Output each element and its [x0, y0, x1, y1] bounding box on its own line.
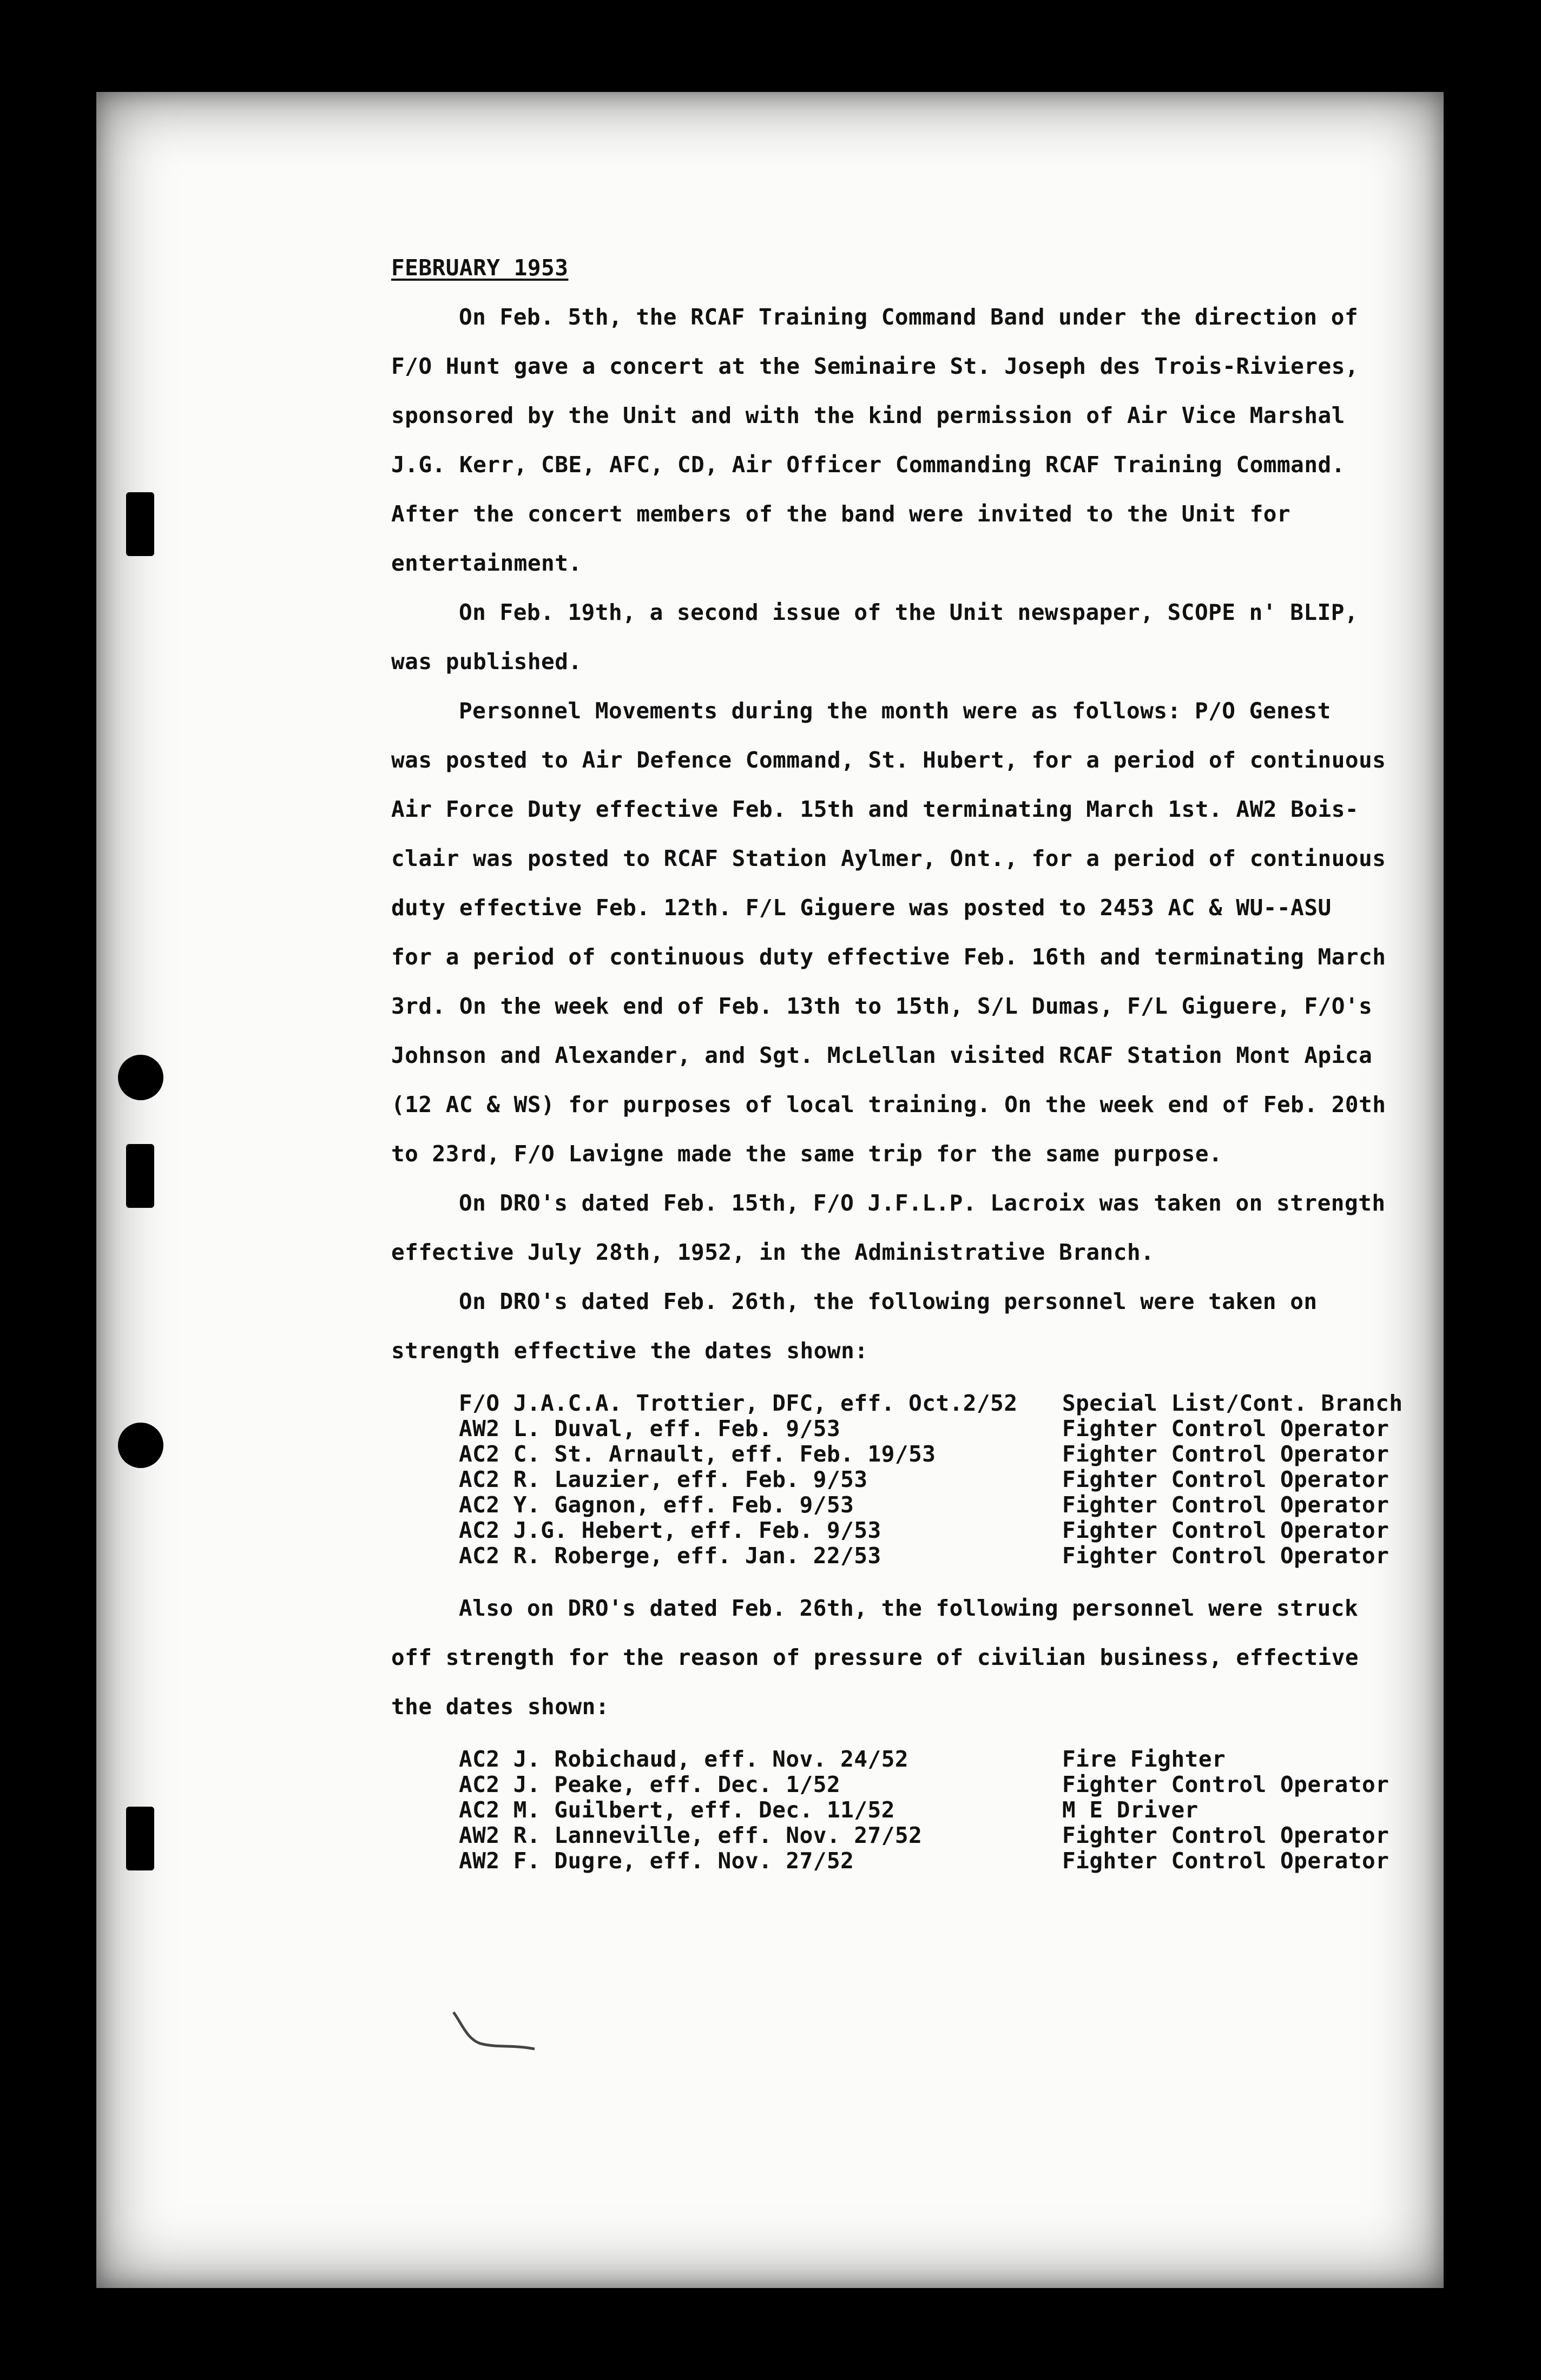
roster-row	[459, 1492, 1444, 1518]
paragraph	[391, 1179, 1444, 1277]
roster-name: F/O J.A.C.A. Trottier, DFC, eff. Oct.2/52	[459, 1390, 1018, 1416]
paragraph-line: duty effective Feb. 12th. F/L Giguere was posted to 2453 AC & WU--ASU	[391, 895, 1332, 921]
roster-name: AC2 R. Roberge, eff. Jan. 22/53	[459, 1543, 881, 1569]
roster-trade: Fighter Control Operator	[1062, 1517, 1389, 1543]
paragraph-line: After the concert members of the band were invited to the Unit for	[391, 501, 1291, 527]
roster-trade: Fighter Control Operator	[1062, 1466, 1389, 1492]
paragraph-line: Air Force Duty effective Feb. 15th and terminating March 1st. AW2 Bois-	[391, 796, 1359, 822]
roster-name: AC2 R. Lauzier, eff. Feb. 9/53	[459, 1466, 868, 1492]
paragraph-line: for a period of continuous duty effective Feb. 16th and terminating March	[391, 944, 1386, 970]
roster-row	[459, 1848, 1444, 1874]
roster-name: AC2 J. Peake, eff. Dec. 1/52	[459, 1771, 841, 1797]
paragraph-line: J.G. Kerr, CBE, AFC, CD, Air Officer Commanding RCAF Training Command.	[391, 452, 1345, 478]
binder-hole-1	[126, 492, 154, 556]
roster-row	[459, 1823, 1444, 1848]
roster-trade: Fighter Control Operator	[1062, 1822, 1389, 1848]
binder-hole-2	[118, 1055, 163, 1100]
paragraph-line: clair was posted to RCAF Station Aylmer, Ont., for a period of continuous	[391, 845, 1386, 871]
roster-row	[459, 1747, 1444, 1772]
roster-row	[459, 1391, 1444, 1416]
page-heading: FEBRUARY 1953	[391, 255, 569, 281]
roster-row	[459, 1772, 1444, 1797]
paragraph	[391, 686, 1444, 1179]
roster-name: AC2 J. Robichaud, eff. Nov. 24/52	[459, 1746, 909, 1772]
struck-off-intro-paragraph	[391, 1584, 1444, 1731]
document-body	[391, 243, 1444, 1889]
paragraph	[391, 1277, 1444, 1376]
roster-trade: Fighter Control Operator	[1062, 1416, 1389, 1442]
paragraph-line: Also on DRO's dated Feb. 26th, the following personnel were struck	[459, 1595, 1359, 1621]
paragraph-line: On DRO's dated Feb. 26th, the following personnel were taken on	[459, 1288, 1318, 1314]
binder-hole-4	[118, 1423, 163, 1468]
paragraph	[391, 293, 1444, 588]
paragraph	[391, 588, 1444, 686]
paragraph-line: (12 AC & WS) for purposes of local training. On the week end of Feb. 20th	[391, 1092, 1386, 1118]
paragraph-line: On Feb. 5th, the RCAF Training Command Band under the direction of	[459, 304, 1359, 330]
roster-row	[459, 1543, 1444, 1569]
paragraph-line: sponsored by the Unit and with the kind permission of Air Vice Marshal	[391, 402, 1345, 428]
paragraph-line: was published.	[391, 649, 582, 675]
roster-name: AW2 F. Dugre, eff. Nov. 27/52	[459, 1848, 854, 1874]
paragraph-line: Johnson and Alexander, and Sgt. McLellan visited RCAF Station Mont Apica	[391, 1042, 1373, 1068]
roster-row	[459, 1797, 1444, 1823]
paragraph-line: off strength for the reason of pressure of civilian business, effective	[391, 1644, 1359, 1670]
binder-hole-5	[126, 1807, 154, 1870]
roster-row	[459, 1442, 1444, 1467]
roster-trade: Fighter Control Operator	[1062, 1492, 1389, 1518]
roster-name: AC2 J.G. Hebert, eff. Feb. 9/53	[459, 1517, 881, 1543]
taken-on-strength-list	[459, 1391, 1444, 1569]
roster-trade: Fighter Control Operator	[1062, 1441, 1389, 1467]
paragraph-line: On Feb. 19th, a second issue of the Unit newspaper, SCOPE n' BLIP,	[459, 599, 1359, 625]
paragraph-line: entertainment.	[391, 550, 582, 576]
roster-trade: Fighter Control Operator	[1062, 1543, 1389, 1569]
paragraph-line: F/O Hunt gave a concert at the Seminaire St. Joseph des Trois-Rivieres,	[391, 353, 1359, 379]
body-paragraphs	[391, 293, 1444, 1376]
roster-trade: Fighter Control Operator	[1062, 1848, 1389, 1874]
roster-name: AC2 Y. Gagnon, eff. Feb. 9/53	[459, 1492, 854, 1518]
roster-name: AC2 M. Guilbert, eff. Dec. 11/52	[459, 1797, 895, 1823]
roster-trade: Special List/Cont. Branch	[1062, 1390, 1403, 1416]
paragraph-line: the dates shown:	[391, 1694, 609, 1720]
struck-off-strength-list	[459, 1747, 1444, 1874]
paragraph-line: was posted to Air Defence Command, St. Hubert, for a period of continuous	[391, 747, 1386, 773]
paragraph-line: effective July 28th, 1952, in the Administrative Branch.	[391, 1239, 1155, 1265]
paragraph-line: strength effective the dates shown:	[391, 1338, 868, 1364]
roster-trade: Fighter Control Operator	[1062, 1771, 1389, 1797]
pencil-mark	[448, 2001, 545, 2055]
paragraph-line: On DRO's dated Feb. 15th, F/O J.F.L.P. Lacroix was taken on strength	[459, 1190, 1386, 1216]
paragraph-line: to 23rd, F/O Lavigne made the same trip for the same purpose.	[391, 1141, 1223, 1167]
paragraph-line: 3rd. On the week end of Feb. 13th to 15th, S/L Dumas, F/L Giguere, F/O's	[391, 993, 1373, 1019]
roster-row	[459, 1518, 1444, 1543]
roster-trade: Fire Fighter	[1062, 1746, 1226, 1772]
roster-name: AW2 R. Lanneville, eff. Nov. 27/52	[459, 1822, 923, 1848]
roster-name: AW2 L. Duval, eff. Feb. 9/53	[459, 1416, 841, 1442]
roster-name: AC2 C. St. Arnault, eff. Feb. 19/53	[459, 1441, 936, 1467]
paragraph-line: Personnel Movements during the month were as follows: P/O Genest	[459, 698, 1331, 724]
binder-hole-3	[126, 1144, 154, 1208]
roster-trade: M E Driver	[1062, 1797, 1198, 1823]
roster-row	[459, 1416, 1444, 1442]
roster-row	[459, 1467, 1444, 1492]
document-page	[96, 92, 1444, 2288]
